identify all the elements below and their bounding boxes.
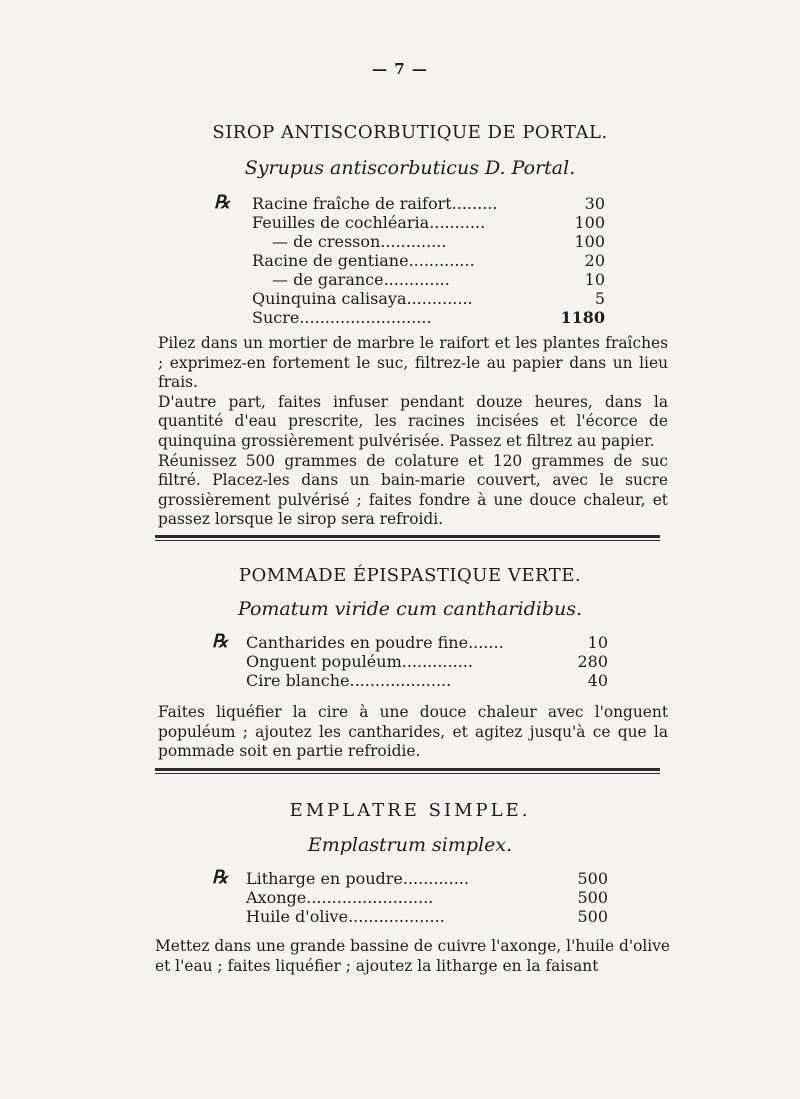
recipe-sign-icon: ℞ [212, 867, 229, 888]
section-divider [155, 535, 660, 538]
instructions-paragraph [158, 703, 668, 762]
instruction-text: Réunissez 500 grammes de colature et 120 grammes de suc filtré. Placez-les dans un bain-marie couvert, avec le sucre grossièrement pulvérisé ; faites fondre à une douce chaleur, et passez lorsque le sirop sera refroidi. [158, 451, 668, 529]
ingredient-quantity: 500 [577, 869, 608, 888]
ingredient-quantity: 280 [577, 652, 608, 671]
section-subtitle-emplatre: Emplastrum simplex. [307, 834, 513, 856]
section-divider [155, 768, 660, 771]
section-subtitle-pommade: Pomatum viride cum cantharidibus. [237, 598, 583, 620]
ingredient-quantity: 100 [574, 232, 605, 251]
ingredient-quantity: 500 [577, 888, 608, 907]
ingredient-name: — de garance............. [272, 270, 450, 289]
ingredient-quantity: 10 [587, 633, 608, 652]
ingredient-quantity: 100 [574, 213, 605, 232]
ingredient-quantity: 5 [594, 289, 605, 308]
section-divider-thin [155, 540, 660, 541]
recipe-sign-icon: ℞ [214, 192, 231, 213]
section-subtitle-sirop: Syrupus antiscorbuticus D. Portal. [244, 157, 576, 179]
ingredient-quantity: 1180 [560, 308, 605, 327]
page-number: — 7 — [372, 60, 428, 78]
ingredient-name: Onguent populéum.............. [246, 652, 473, 671]
recipe-sign-icon: ℞ [212, 631, 229, 652]
ingredient-name: — de cresson............. [272, 232, 447, 251]
instruction-text: Faites liquéfier la cire à une douce chaleur avec l'onguent populéum ; ajoutez les cantharides, et agitez jusqu'à ce que la pommade soit en partie refroidie. [158, 703, 668, 761]
ingredient-quantity: 500 [577, 907, 608, 926]
ingredient-name: Racine fraîche de raifort......... [252, 194, 498, 213]
instruction-text: Pilez dans un mortier de marbre le raifort et les plantes fraîches ; exprimez-en fortement le suc, filtrez-le au papier dans un lieu frais. [158, 334, 668, 392]
ingredient-name: Feuilles de cochléaria........... [252, 213, 486, 232]
section-title-emplatre: EMPLATRE SIMPLE. [289, 800, 531, 821]
ingredient-quantity: 40 [587, 671, 608, 690]
ingredient-name: Litharge en poudre............. [246, 869, 469, 888]
ingredient-name: Sucre.......................... [252, 308, 432, 327]
ingredient-quantity: 30 [584, 194, 605, 213]
section-divider-thin [155, 773, 660, 774]
ingredient-name: Quinquina calisaya............. [252, 289, 473, 308]
instruction-text: Mettez dans une grande bassine de cuivre l'axonge, l'huile d'olive et l'eau ; faites liquéfier ; ajoutez la litharge en la faisant [155, 937, 670, 975]
ingredient-name: Cire blanche.................... [246, 671, 452, 690]
ingredient-name: Racine de gentiane............. [252, 251, 475, 270]
ingredient-name: Huile d'olive................... [246, 907, 445, 926]
ingredient-name: Axonge......................... [246, 888, 434, 907]
section-title-pommade: POMMADE ÉPISPASTIQUE VERTE. [238, 565, 582, 586]
ingredient-quantity: 20 [584, 251, 605, 270]
section-title-sirop: SIROP ANTISCORBUTIQUE DE PORTAL. [212, 122, 608, 143]
ingredient-quantity: 10 [584, 270, 605, 289]
instructions-paragraph [155, 937, 670, 976]
instruction-text: D'autre part, faites infuser pendant douze heures, dans la quantité d'eau prescrite, les racines incisées et l'écorce de quinquina grossièrement pulvérisée. Passez et filtrez au papier. [158, 392, 668, 450]
ingredient-name: Cantharides en poudre fine....... [246, 633, 504, 652]
instructions-paragraph [158, 334, 668, 530]
